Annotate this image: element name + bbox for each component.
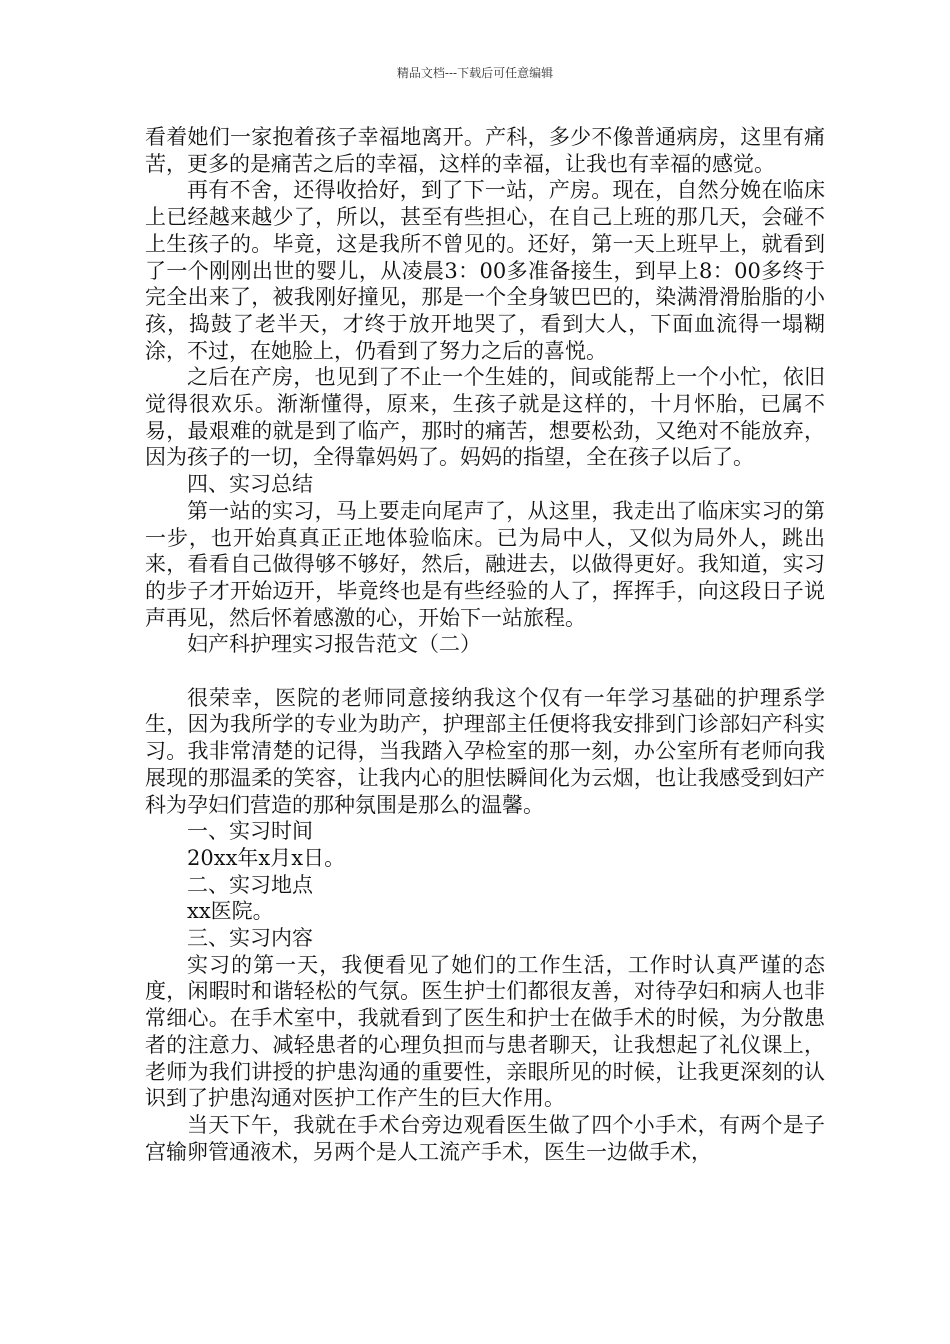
- paragraph-location: xx医院。: [187, 899, 274, 924]
- section-heading-location: 二、实习地点: [187, 872, 313, 897]
- paragraph-continuation: 看着她们一家抱着孩子幸福地离开。产科，多少不像普通病房，这里有痛苦，更多的是痛苦之后的幸福，这样的幸福，让我也有幸福的感觉。: [145, 125, 825, 176]
- page-header: 精品文档---下载后可任意编辑: [396, 66, 554, 80]
- blank-line: [145, 658, 825, 685]
- section-title-report-two: 妇产科护理实习报告范文（二）: [187, 632, 481, 657]
- section-heading-content: 三、实习内容: [187, 926, 313, 951]
- paragraph-delivery-room-after: 之后在产房，也见到了不止一个生娃的，间或能帮上一个小忙，依旧觉得很欢乐。渐渐懂得，原来，生孩子就是这样的，十月怀胎，已属不易，最艰难的就是到了临产，那时的痛苦，想要松劲，又绝对不能放弃，因为孩子的一切，全得靠妈妈了。妈妈的指望，全在孩子以后了。: [145, 365, 825, 470]
- section-heading-summary: 四、实习总结: [187, 472, 313, 497]
- document-body: [145, 124, 825, 1165]
- paragraph-first-day: 实习的第一天，我便看见了她们的工作生活，工作时认真严谨的态度，闲暇时和谐轻松的气氛。医生护士们都很友善，对待孕妇和病人也非常细心。在手术室中，我就看到了医生和护士在做手术的时候，为分散患者的注意力、减轻患者的心理负担而与患者聊天，让我想起了礼仪课上，老师为我们讲授的护患沟通的重要性，亲眼所见的时候，让我更深刻的认识到了护患沟通对医护工作产生的巨大作用。: [145, 952, 825, 1111]
- paragraph-summary: 第一站的实习，马上要走向尾声了，从这里，我走出了临床实习的第一步，也开始真真正正地体验临床。已为局中人，又似为局外人，跳出来，看看自己做得够不够好，然后，融进去，以做得更好。我知道，实习的步子才开始迈开，毕竟终也是有些经验的人了，挥挥手，向这段日子说声再见，然后怀着感激的心，开始下一站旅程。: [145, 498, 825, 630]
- paragraph-delivery-room: 再有不舍，还得收拾好，到了下一站，产房。现在，自然分娩在临床上已经越来越少了，所以，甚至有些担心，在自己上班的那几天，会碰不上生孩子的。毕竟，这是我所不曾见的。还好，第一天上班早上，就看到了一个刚刚出世的婴儿，从凌晨3：00多准备接生，到早上8：00多终于完全出来了，被我刚好撞见，那是一个全身皱巴巴的，染满滑滑胎脂的小孩，捣鼓了老半天，才终于放开地哭了，看到大人，下面血流得一塌糊涂，不过，在她脸上，仍看到了努力之后的喜悦。: [145, 178, 825, 363]
- paragraph-time: 20xx年x月x日。: [187, 845, 346, 870]
- paragraph-intro: 很荣幸，医院的老师同意接纳我这个仅有一年学习基础的护理系学生，因为我所学的专业为助产，护理部主任便将我安排到门诊部妇产科实习。我非常清楚的记得，当我踏入孕检室的那一刻，办公室所有老师向我展现的那温柔的笑容，让我内心的胆怯瞬间化为云烟，也让我感受到妇产科为孕妇们营造的那种氛围是那么的温馨。: [145, 685, 825, 817]
- section-heading-time: 一、实习时间: [187, 819, 313, 844]
- paragraph-afternoon: 当天下午，我就在手术台旁边观看医生做了四个小手术，有两个是子宫输卵管通液术，另两个是人工流产手术，医生一边做手术，: [145, 1113, 825, 1164]
